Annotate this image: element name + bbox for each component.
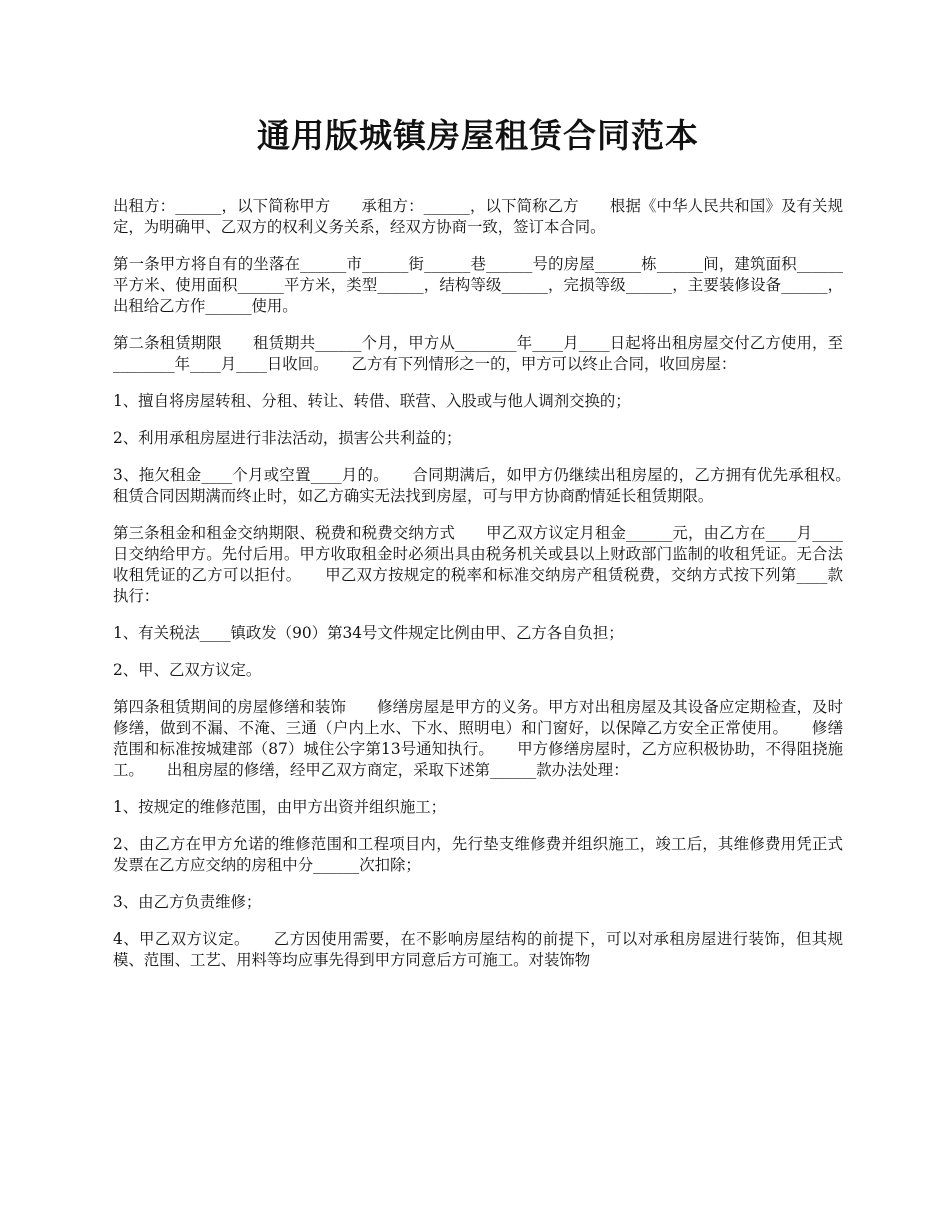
paragraph-article-4: 第四条租赁期间的房屋修缮和装饰 修缮房屋是甲方的义务。甲方对出租房屋及其设备应定期检查，及时修缮，做到不漏、不淹、三通（户内上水、下水、照明电）和门窗好，以保障乙方安全正常使用。 修缮范围和标准按城建部（87）城住公字第13号通知执行。 甲方修缮房屋时，乙方应积极协助，不得阻挠施工。 出租房屋的修缮，经甲乙双方商定，采取下述第______款办法处理： [113, 698, 843, 779]
list-item: 2、甲、乙双方议定。 [113, 661, 262, 679]
paragraph-article-2: 第二条租赁期限 租赁期共______个月，甲方从________年____月____日起将出租房屋交付乙方使用，至________年____月____日收回。 乙方有下列情形之一的，甲方可以终止合同，收回房屋： [113, 334, 843, 373]
list-item: 1、按规定的维修范围，由甲方出资并组织施工； [113, 798, 446, 816]
document-title: 通用版城镇房屋租赁合同范本 [257, 116, 699, 155]
paragraph-article-1: 第一条甲方将自有的坐落在______市______街______巷______号的房屋______栋______间，建筑面积______平方米、使用面积______平方米，类型______，结构等级______，完损等级______，主要装修设备______，出租给乙方作______使用。 [113, 255, 843, 315]
list-item: 1、擅自将房屋转租、分租、转让、转借、联营、入股或与他人调剂交换的； [113, 392, 631, 410]
list-item: 1、有关税法____镇政发（90）第34号文件规定比例由甲、乙方各自负担； [113, 624, 624, 642]
list-item: 3、由乙方负责维修； [113, 893, 262, 911]
list-item: 2、利用承租房屋进行非法活动，损害公共利益的； [113, 429, 462, 447]
list-item: 2、由乙方在甲方允诺的维修范围和工程项目内，先行垫支维修费并组织施工，竣工后，其维修费用凭正式发票在乙方应交纳的房租中分______次扣除； [113, 835, 843, 874]
list-item: 4、甲乙双方议定。 乙方因使用需要，在不影响房屋结构的前提下，可以对承租房屋进行装饰，但其规模、范围、工艺、用料等均应事先得到甲方同意后方可施工。对装饰物 [113, 930, 843, 969]
list-item: 3、拖欠租金____个月或空置____月的。 合同期满后，如甲方仍继续出租房屋的，乙方拥有优先承租权。 租赁合同因期满而终止时，如乙方确实无法找到房屋，可与甲方协商酌情延长租赁期限。 [113, 466, 874, 505]
paragraph-parties: 出租方：______，以下简称甲方 承租方：______，以下简称乙方 根据《中华人民共和国》及有关规定，为明确甲、乙双方的权利义务关系，经双方协商一致，签订本合同。 [113, 197, 843, 236]
paragraph-article-3: 第三条租金和租金交纳期限、税费和税费交纳方式 甲乙双方议定月租金______元，由乙方在____月____日交纳给甲方。先付后用。甲方收取租金时必须出具由税务机关或县以上财政部门监制的收租凭证。无合法收租凭证的乙方可以拒付。 甲乙双方按规定的税率和标准交纳房产租赁税费，交纳方式按下列第____款执行： [113, 524, 843, 605]
document-page [113, 112, 874, 987]
